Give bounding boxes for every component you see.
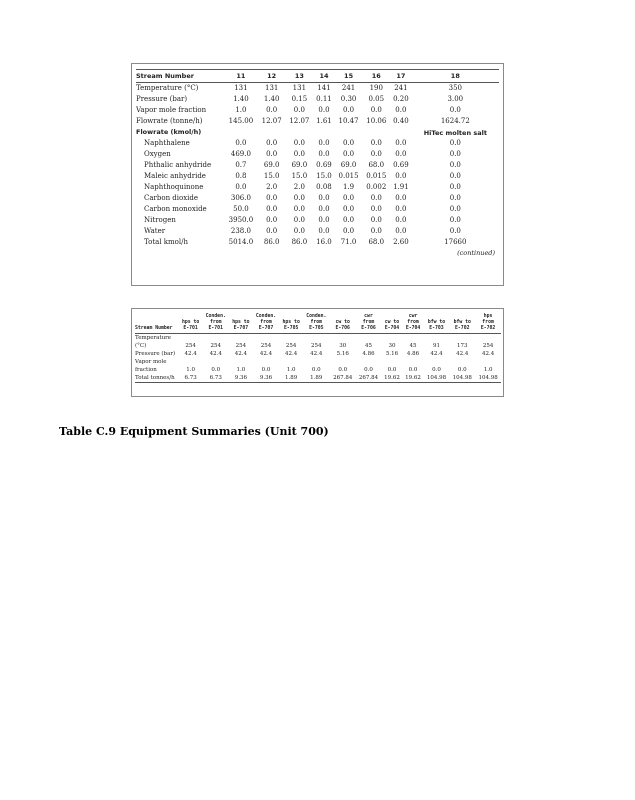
- table-cell: 0.0: [266, 106, 278, 114]
- table-cell: 0.0: [293, 139, 305, 147]
- table-cell: 0.15: [291, 95, 308, 103]
- table-cell: 42.4: [430, 351, 443, 357]
- row-label: Temperature (°C): [135, 335, 172, 349]
- table-cell: 42.4: [285, 351, 298, 357]
- table-cell: 0.0: [261, 367, 271, 373]
- table-cell: 10.06: [366, 117, 387, 125]
- table-cell: 0.0: [343, 216, 355, 224]
- table-cell: 3.00: [447, 95, 464, 103]
- table-cell: 0.0: [318, 227, 330, 235]
- table-cell: 1.91: [393, 183, 409, 191]
- row-label: Naphthalene: [144, 139, 190, 147]
- table-cell: 241: [394, 84, 408, 92]
- header-cell: Stream Number: [135, 314, 179, 334]
- table-cell: 42.4: [481, 351, 495, 357]
- table-cell: 16.0: [316, 238, 332, 246]
- table-cell: 0.0: [370, 150, 382, 158]
- table-cell: 0.0: [266, 194, 278, 202]
- row-label: Phthalic anhydride: [144, 161, 212, 169]
- table-cell: 0.40: [393, 117, 409, 125]
- table-cell: 0.0: [318, 205, 330, 213]
- table-row: [136, 215, 499, 226]
- row-label: Flowrate (tonne/h): [136, 117, 203, 125]
- row-label: Naphthoquinone: [144, 183, 204, 191]
- row-label: Pressure (bar): [135, 351, 176, 357]
- table-cell: 12.07: [261, 117, 282, 125]
- table-cell: 190: [369, 84, 383, 92]
- table-cell: 0.69: [316, 161, 332, 169]
- stream-table-lower: [131, 308, 504, 397]
- table-cell: 42.4: [209, 351, 222, 357]
- table-cell: 254: [185, 343, 196, 349]
- hitec-note: HiTec molten salt: [423, 128, 487, 137]
- continued-row: [136, 248, 499, 259]
- table-header-row: [136, 70, 499, 83]
- table-cell: 0.0: [266, 205, 278, 213]
- table-cell: 254: [235, 343, 247, 349]
- table-cell: 141: [317, 84, 331, 92]
- table-cell: 17660: [444, 238, 467, 246]
- table-cell: 104.98: [424, 374, 450, 383]
- table-cell: 0.0: [293, 205, 305, 213]
- table-cell: 0.0: [293, 106, 305, 114]
- table-cell: 131: [234, 84, 248, 92]
- table-cell: 1.40: [263, 95, 280, 103]
- table-cell: 1.40: [233, 95, 249, 103]
- header-cell: Conden. from E-707: [252, 314, 279, 334]
- table-row: [136, 237, 499, 248]
- table-cell: 10.47: [338, 117, 359, 125]
- table-cell: 0.0: [311, 367, 321, 373]
- table-cell: 0.0: [266, 227, 278, 235]
- header-cell: cwr from E-704: [403, 314, 424, 334]
- table-cell: 0.0: [395, 216, 407, 224]
- table-cell: 69.0: [340, 161, 357, 169]
- table-cell: 0.0: [449, 172, 461, 180]
- header-cell: hps to E-701: [179, 314, 202, 334]
- table-cell: 0.0: [364, 367, 373, 373]
- table-cell: 91: [432, 343, 440, 349]
- table-cell: 0.30: [340, 95, 357, 103]
- table-cell: 6.73: [179, 374, 202, 383]
- header-cell: 15: [335, 70, 363, 83]
- table-cell: 1.0: [483, 367, 493, 373]
- header-cell: hps to E-705: [280, 314, 303, 334]
- table-cell: 0.0: [449, 216, 461, 224]
- table-cell: 0.0: [235, 139, 247, 147]
- table-cell: 42.4: [456, 351, 469, 357]
- table-cell: 42.4: [310, 351, 323, 357]
- table-cell: 104.98: [449, 374, 475, 383]
- stream-table-upper: [131, 63, 504, 286]
- table-cell: 45: [409, 343, 417, 349]
- table-cell: 9.36: [252, 374, 279, 383]
- table-row: [136, 226, 499, 237]
- table-cell: 2.0: [293, 183, 305, 191]
- header-cell: 14: [313, 70, 335, 83]
- table-cell: 0.0: [395, 172, 407, 180]
- table-cell: 15.0: [263, 172, 280, 180]
- table-cell: 254: [285, 343, 297, 349]
- table-cell: 19.62: [403, 374, 424, 383]
- empty-cell: [390, 127, 412, 138]
- table-cell: 267.84: [330, 374, 356, 383]
- header-cell: hps from E-702: [475, 314, 501, 334]
- table-cell: 173: [457, 343, 468, 349]
- table-cell: 350: [448, 84, 462, 92]
- table-cell: 0.0: [395, 150, 407, 158]
- table-cell: 0.0: [395, 194, 407, 202]
- table-cell: 0.08: [316, 183, 332, 191]
- table-cell: 0.20: [393, 95, 409, 103]
- table-row: [136, 149, 499, 160]
- table-row: [136, 204, 499, 215]
- table-cell: 469.0: [230, 150, 251, 158]
- table-cell: 0.0: [343, 205, 355, 213]
- table-cell: 254: [210, 343, 221, 349]
- table-cell: 0.002: [366, 183, 387, 191]
- table-cell: 42.4: [259, 351, 273, 357]
- table-cell: 30: [388, 343, 396, 349]
- table-header-row: [135, 314, 501, 334]
- table-cell: 5.16: [336, 351, 349, 357]
- table-cell: 1.61: [316, 117, 332, 125]
- table-cell: 1.89: [303, 374, 330, 383]
- table-cell: 42.4: [184, 351, 197, 357]
- table-cell: 0.0: [408, 367, 418, 373]
- table-cell: 0.0: [395, 106, 407, 114]
- table-cell: 267.84: [356, 374, 382, 383]
- row-label: Total kmol/h: [144, 238, 188, 246]
- row-label: Carbon monoxide: [144, 205, 207, 213]
- table-cell: 0.0: [343, 106, 355, 114]
- table-cell: 68.0: [368, 238, 385, 246]
- table-cell: 0.0: [449, 150, 461, 158]
- table-cell: 131: [292, 84, 307, 92]
- table-cell: 0.0: [293, 194, 305, 202]
- table-row: [135, 358, 501, 374]
- table-cell: 15.0: [291, 172, 308, 180]
- table-cell: 0.0: [395, 205, 407, 213]
- header-cell: Conden. from E-705: [303, 314, 330, 334]
- table-cell: 0.0: [266, 150, 278, 158]
- table-cell: 241: [341, 84, 356, 92]
- header-cell: hps to E-707: [229, 314, 252, 334]
- row-label: Temperature (°C): [136, 84, 199, 92]
- table-cell: 0.0: [449, 139, 461, 147]
- table-cell: 0.0: [343, 194, 355, 202]
- row-label: Nitrogen: [144, 216, 176, 224]
- table-cell: 86.0: [263, 238, 280, 246]
- table-row: [136, 94, 499, 105]
- table-cell: 86.0: [291, 238, 308, 246]
- table-row: [135, 350, 501, 358]
- table-cell: 0.0: [343, 150, 355, 158]
- table-cell: 5014.0: [228, 238, 254, 246]
- table-cell: 0.0: [338, 367, 348, 373]
- table-cell: 0.0: [449, 205, 461, 213]
- header-cell: cwr from E-706: [356, 314, 382, 334]
- table-cell: 1.89: [280, 374, 303, 383]
- table-cell: 12.07: [289, 117, 310, 125]
- row-label: Pressure (bar): [136, 95, 188, 103]
- empty-cell: [258, 127, 286, 138]
- header-cell: bfw to E-702: [449, 314, 475, 334]
- table-cell: 0.0: [449, 161, 461, 169]
- table-row: [136, 171, 499, 182]
- header-cell: 12: [258, 70, 286, 83]
- table-row: [136, 138, 499, 149]
- table-cell: 0.0: [370, 205, 382, 213]
- table-cell: 6.73: [202, 374, 229, 383]
- empty-cell: [286, 127, 314, 138]
- table-cell: 238.0: [230, 227, 251, 235]
- table-cell: 0.0: [293, 216, 305, 224]
- table-cell: 69.0: [263, 161, 280, 169]
- section-label: Flowrate (kmol/h): [136, 128, 202, 136]
- table-row: [136, 116, 499, 127]
- table-cell: 1.0: [236, 367, 246, 373]
- table-cell: 30: [339, 343, 347, 349]
- table-cell: 0.015: [366, 172, 387, 180]
- table-cell: 15.0: [316, 172, 332, 180]
- table-cell: 306.0: [230, 194, 251, 202]
- table-cell: 4.86: [406, 351, 420, 357]
- table-cell: 4.86: [362, 351, 375, 357]
- table-cell: 0.0: [449, 227, 461, 235]
- table-cell: 0.0: [370, 227, 382, 235]
- continued-note: (continued): [457, 249, 495, 257]
- table-cell: 0.0: [395, 139, 407, 147]
- table-row: [136, 83, 499, 95]
- empty-cell: [313, 127, 335, 138]
- section-row: [136, 127, 499, 138]
- table-cell: 9.36: [229, 374, 252, 383]
- table-cell: 0.69: [393, 161, 409, 169]
- header-cell: 18: [412, 70, 499, 83]
- table-cell: 5.16: [385, 351, 399, 357]
- header-cell: 13: [286, 70, 314, 83]
- table-cell: 0.0: [266, 216, 278, 224]
- table-cell: 0.0: [370, 106, 382, 114]
- table-cell: 0.8: [235, 172, 247, 180]
- table-row: [135, 334, 501, 351]
- row-label: Maleic anhydride: [144, 172, 206, 180]
- table-cell: 71.0: [340, 238, 357, 246]
- table-cell: 131: [264, 84, 279, 92]
- table-cell: 254: [482, 343, 494, 349]
- table-cell: 0.0: [370, 194, 382, 202]
- table-cell: 69.0: [291, 161, 308, 169]
- header-cell: 16: [362, 70, 390, 83]
- header-cell: Conden. from E-701: [202, 314, 229, 334]
- header-cell: Stream Number: [136, 70, 224, 83]
- table-cell: 0.0: [318, 106, 330, 114]
- table-cell: 2.0: [266, 183, 278, 191]
- row-label: Water: [144, 227, 166, 235]
- empty-cell: [362, 127, 390, 138]
- table-cell: 0.11: [316, 95, 332, 103]
- row-label: Oxygen: [144, 150, 171, 158]
- header-cell: cw to E-704: [381, 314, 402, 334]
- table-cell: 0.0: [318, 216, 330, 224]
- table-cell: 145.00: [228, 117, 254, 125]
- table-row: [136, 160, 499, 171]
- table-cell: 2.60: [393, 238, 409, 246]
- table-cell: 0.015: [338, 172, 359, 180]
- table-cell: 0.0: [370, 216, 382, 224]
- table-cell: 0.7: [235, 161, 247, 169]
- table-cell: 0.0: [449, 183, 461, 191]
- table-cell: 0.0: [318, 139, 330, 147]
- table-cell: 1.0: [286, 367, 296, 373]
- table-cell: 104.98: [475, 374, 501, 383]
- table-row: [136, 193, 499, 204]
- stream-table-2: [135, 314, 501, 383]
- header-cell: 11: [224, 70, 258, 83]
- empty-cell: [335, 127, 363, 138]
- table-cell: 0.0: [343, 139, 355, 147]
- row-label: Carbon dioxide: [144, 194, 199, 202]
- row-label: Vapor mole fraction: [135, 359, 167, 373]
- table-row: [135, 374, 501, 383]
- table-cell: 1.0: [186, 367, 195, 373]
- table-cell: 3950.0: [228, 216, 254, 224]
- table-cell: 42.4: [234, 351, 247, 357]
- table-cell: 0.0: [449, 106, 461, 114]
- table-cell: 0.0: [449, 194, 461, 202]
- table-cell: 254: [260, 343, 272, 349]
- table-cell: 0.0: [387, 367, 397, 373]
- table-cell: 1624.72: [440, 117, 470, 125]
- table-cell: 0.0: [343, 227, 355, 235]
- table-cell: 0.0: [432, 367, 441, 373]
- table-cell: 0.0: [266, 139, 278, 147]
- table-cell: 0.0: [293, 150, 305, 158]
- table-cell: 0.0: [318, 150, 330, 158]
- empty-cell: [224, 127, 258, 138]
- table-cell: 0.0: [235, 183, 247, 191]
- table-cell: 0.0: [457, 367, 467, 373]
- table-cell: 1.9: [343, 183, 355, 191]
- header-cell: 17: [390, 70, 412, 83]
- table-cell: 45: [365, 343, 373, 349]
- stream-table-1: [136, 69, 499, 259]
- table-row: [136, 105, 499, 116]
- table-cell: 50.0: [233, 205, 249, 213]
- table-caption: Table C.9 Equipment Summaries (Unit 700): [59, 425, 329, 438]
- table-cell: 0.05: [368, 95, 385, 103]
- table-cell: 1.0: [235, 106, 247, 114]
- table-cell: 0.0: [370, 139, 382, 147]
- table-cell: 254: [311, 343, 322, 349]
- table-cell: 19.62: [381, 374, 402, 383]
- table-cell: 68.0: [368, 161, 385, 169]
- table-cell: 0.0: [293, 227, 305, 235]
- row-label: Total tonnes/h: [135, 374, 179, 383]
- header-cell: cw to E-706: [330, 314, 356, 334]
- table-row: [136, 182, 499, 193]
- header-cell: bfw to E-703: [424, 314, 450, 334]
- table-cell: 0.0: [395, 227, 407, 235]
- table-cell: 0.0: [318, 194, 330, 202]
- table-cell: 0.0: [211, 367, 221, 373]
- row-label: Vapor mole fraction: [136, 106, 207, 114]
